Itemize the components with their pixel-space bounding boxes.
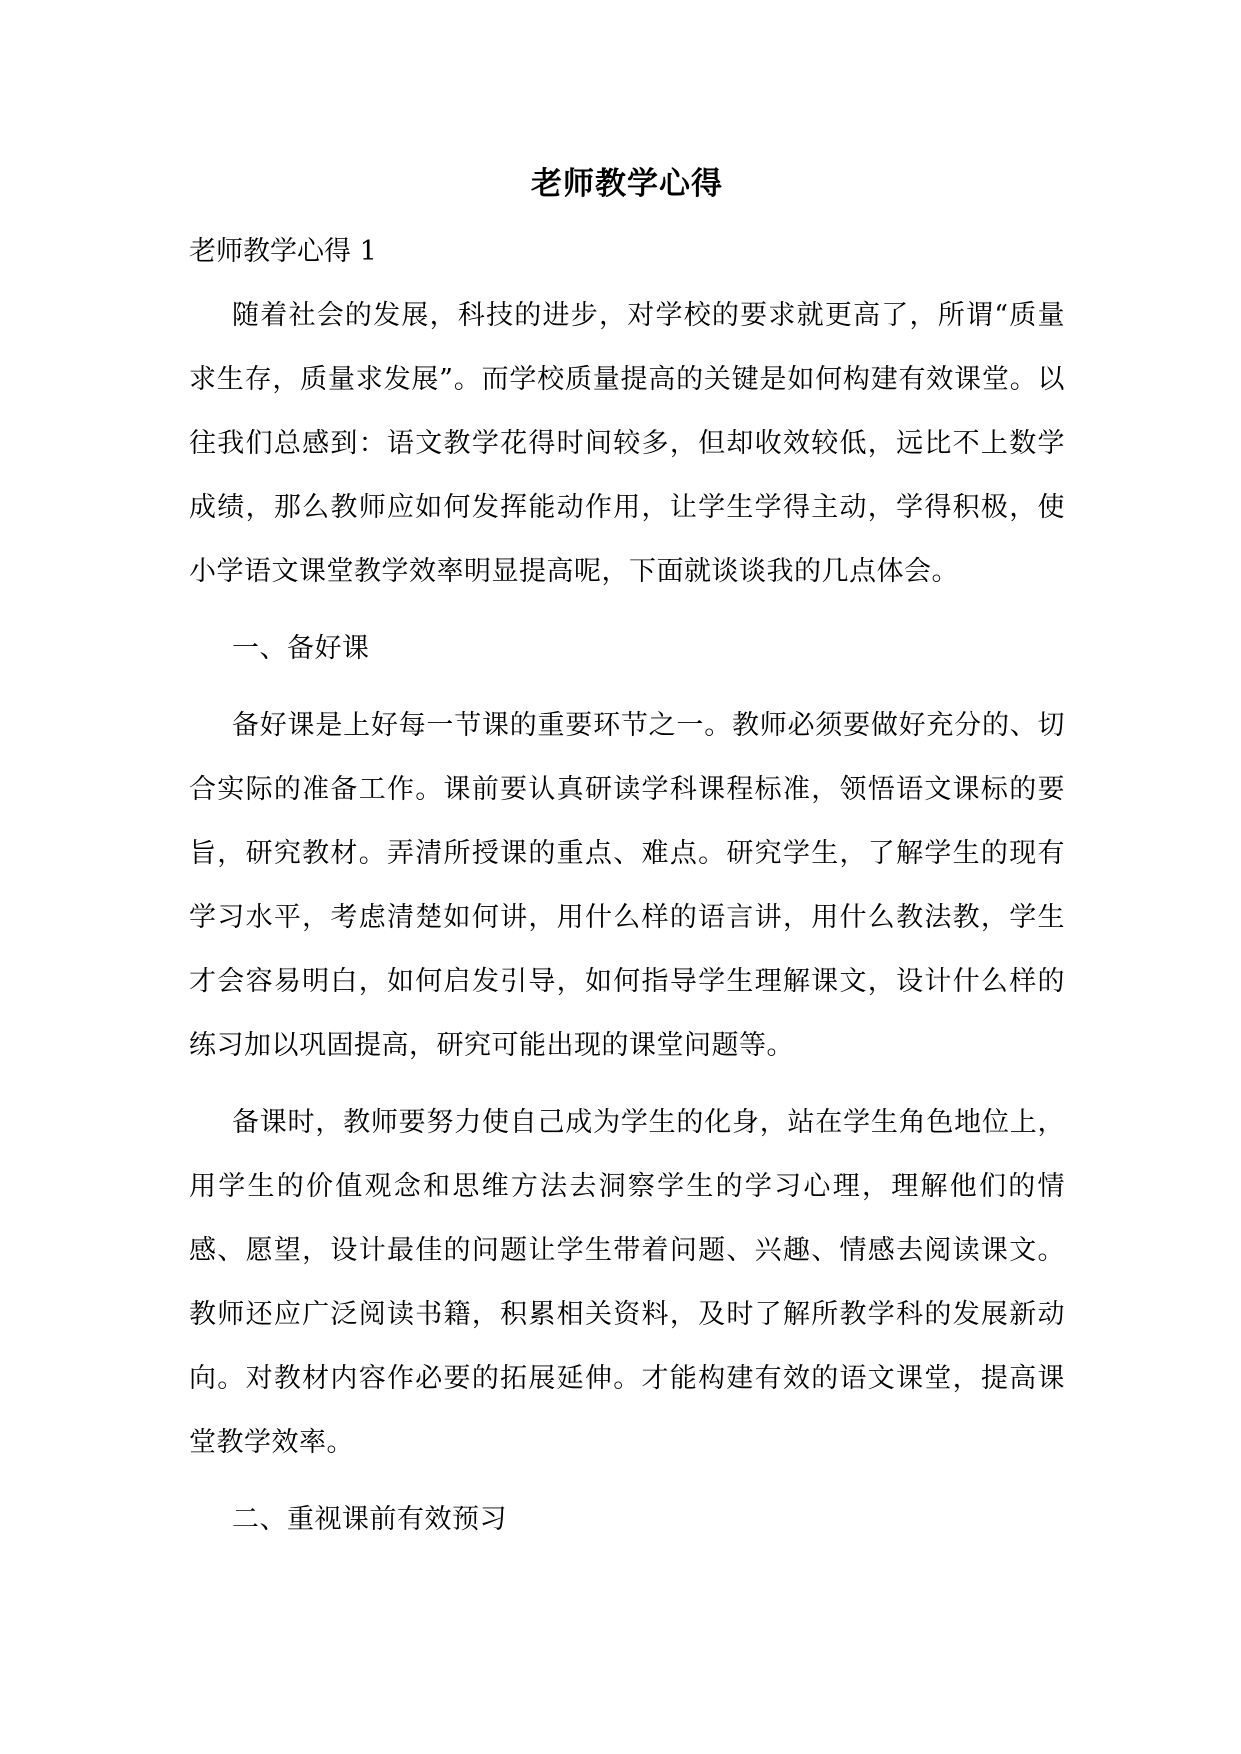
- document-body: [189, 284, 1065, 1565]
- document-page: [189, 0, 1065, 1754]
- document-title: 老师教学心得: [531, 166, 723, 202]
- section-heading-2: 二、重视课前有效预习: [232, 1504, 507, 1535]
- section-heading-1: 一、备好课: [232, 633, 370, 664]
- document-subtitle: 老师教学心得 1: [189, 236, 377, 267]
- paragraph-prepare-lessons: 备好课是上好每一节课的重要环节之一。教师必须要做好充分的、切合实际的准备工作。课前要认真研读学科课程标准，领悟语文课标的要旨，研究教材。弄清所授课的重点、难点。研究学生，了解学生的现有学习水平，考虑清楚如何讲，用什么样的语言讲，用什么教法教，学生才会容易明白，如何启发引导，如何指导学生理解课文，设计什么样的练习加以巩固提高，研究可能出现的课堂问题等。: [189, 710, 1065, 1061]
- paragraph-lesson-planning: 备课时，教师要努力使自己成为学生的化身，站在学生角色地位上，用学生的价值观念和思维方法去洞察学生的学习心理，理解他们的情感、愿望，设计最佳的问题让学生带着问题、兴趣、情感去阅读课文。教师还应广泛阅读书籍，积累相关资料，及时了解所教学科的发展新动向。对教材内容作必要的拓展延伸。才能构建有效的语文课堂，提高课堂教学效率。: [189, 1107, 1065, 1458]
- paragraph-intro: 随着社会的发展，科技的进步，对学校的要求就更高了，所谓“质量求生存，质量求发展”。而学校质量提高的关键是如何构建有效课堂。以往我们总感到：语文教学花得时间较多，但却收效较低，远比不上数学成绩，那么教师应如何发挥能动作用，让学生学得主动，学得积极，使小学语文课堂教学效率明显提高呢，下面就谈谈我的几点体会。: [189, 300, 1065, 587]
